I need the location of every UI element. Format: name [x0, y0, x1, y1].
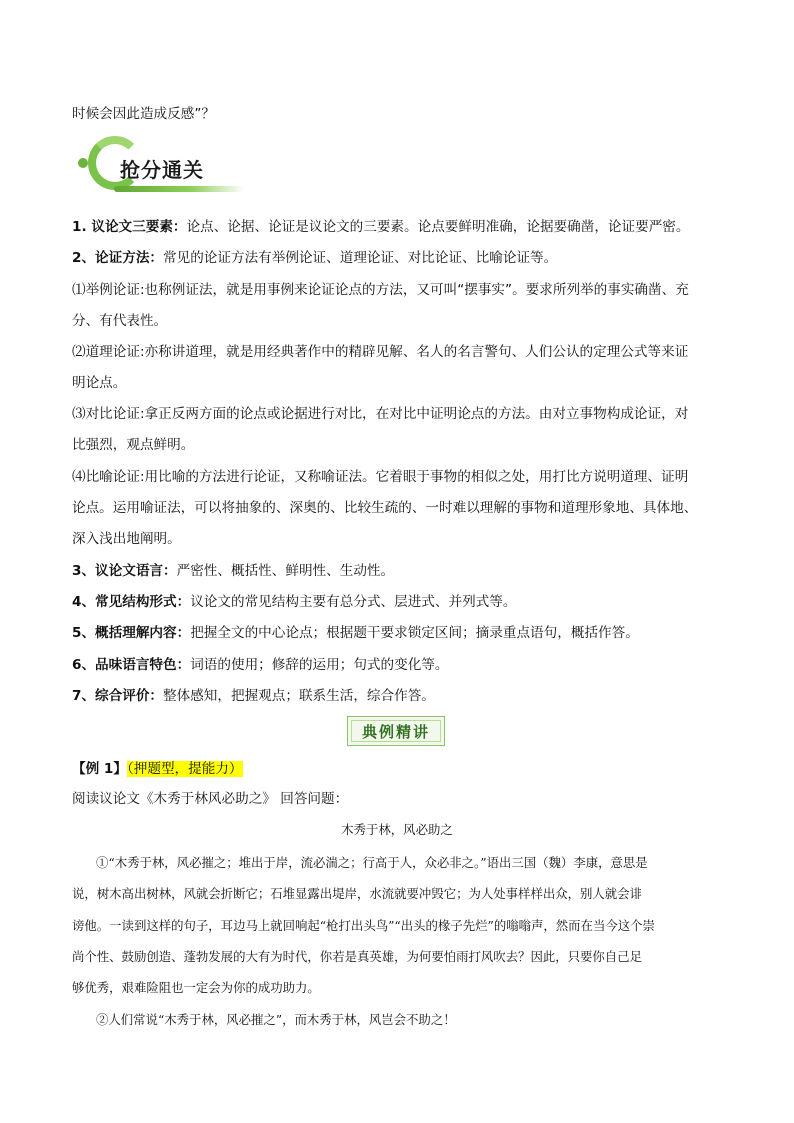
method-line: ⑶对比论证:拿正反两方面的论点或论据进行对比，在对比中证明论点的方法。由对立事物构成论证，对 — [72, 406, 689, 422]
example-tag: （押题型，提能力） — [126, 761, 243, 777]
article-line: 说，树木高出树林，风就会折断它；石堆显露出堤岸，水流就要冲毁它；为人处事样样出众，别人就会诽 — [72, 886, 642, 901]
article-line: ①“木秀于林，风必摧之；堆出于岸，流必湍之；行高于人，众必非之。”语出三国（魏）李康，意思是 — [96, 855, 648, 870]
example-header — [72, 759, 243, 779]
point-item — [72, 686, 435, 706]
point-text: 整体感知，把握观点；联系生活，综合作答。 — [163, 688, 435, 704]
point-label: 3、议论文语言： — [72, 563, 177, 579]
banner-underline — [114, 186, 244, 192]
point-text: 把握全文的中心论点；根据题干要求锁定区间；摘录重点语句，概括作答。 — [190, 625, 639, 641]
article-line: ②人们常说“木秀于林，风必摧之”，而木秀于林，风岂会不助之！ — [96, 1012, 456, 1027]
point-item — [72, 623, 639, 643]
method-line: 论点。运用喻证法，可以将抽象的、深奥的、比较生疏的、一时难以理解的事物和道理形象地、具体地、 — [72, 500, 698, 516]
method-line: ⑴举例论证:也称例证法，就是用事例来论证论点的方法，又可叫“摆事实”。要求所列举的事实确凿、充 — [72, 282, 689, 298]
point-text: 常见的论证方法有举例论证、道理论证、对比论证、比喻论证等。 — [163, 250, 558, 266]
point-text: 论点、论据、论证是议论文的三要素。论点要鲜明准确，论据要确凿，论证要严密。 — [186, 219, 690, 235]
point-label: 5、概括理解内容： — [72, 625, 191, 641]
section-heading: 典例精讲 — [351, 720, 441, 742]
article-line: 尚个性、鼓励创造、蓬勃发展的大有为时代，你若是真英雄，为何要怕雨打风吹去？因此，只要你自己足 — [72, 949, 642, 964]
banner-title: 抢分通关 — [120, 158, 204, 182]
article-title: 木秀于林，风必助之 — [341, 822, 453, 837]
section-banner — [78, 136, 248, 200]
article-line: 够优秀，艰难险阻也一定会为你的成功助力。 — [72, 980, 320, 995]
point-label: 1. 议论文三要素： — [72, 219, 187, 235]
continued-text-line: 时候会因此造成反感”？ — [72, 106, 215, 122]
point-item — [72, 248, 557, 268]
example-intro: 阅读议论文《木秀于林风必助之》 回答问题： — [72, 791, 349, 807]
point-text: 严密性、概括性、鲜明性、生动性。 — [176, 563, 395, 579]
point-item — [72, 655, 449, 675]
point-item — [72, 592, 516, 612]
method-line: ⑷比喻论证:用比喻的方法进行论证，又称喻证法。它着眼于事物的相似之处，用打比方说明道理、证明 — [72, 469, 689, 485]
method-line: 比强烈，观点鲜明。 — [72, 437, 195, 453]
point-label: 4、常见结构形式： — [72, 594, 191, 610]
method-line: 分、有代表性。 — [72, 313, 168, 329]
point-label: 6、品味语言特色： — [72, 657, 191, 673]
point-item — [72, 217, 689, 237]
point-label: 2、论证方法： — [72, 250, 164, 266]
point-text: 词语的使用；修辞的运用；句式的变化等。 — [190, 657, 449, 673]
article-line: 谤他。一读到这样的句子，耳边马上就回响起“枪打出头鸟”“出头的椽子先烂”的嗡嗡声，然而在当今这个崇 — [72, 918, 655, 933]
section-heading-box — [347, 716, 445, 746]
method-line: 明论点。 — [72, 375, 127, 391]
example-label: 【例 1】 — [72, 761, 127, 777]
point-text: 议论文的常见结构主要有总分式、层进式、并列式等。 — [190, 594, 517, 610]
point-item — [72, 561, 394, 581]
method-line: ⑵道理论证:亦称讲道理，就是用经典著作中的精辟见解、名人的名言警句、人们公认的定理公式等来证 — [72, 344, 689, 360]
point-label: 7、综合评价： — [72, 688, 164, 704]
banner-dot-icon — [78, 158, 88, 168]
method-line: 深入浅出地阐明。 — [72, 531, 181, 547]
